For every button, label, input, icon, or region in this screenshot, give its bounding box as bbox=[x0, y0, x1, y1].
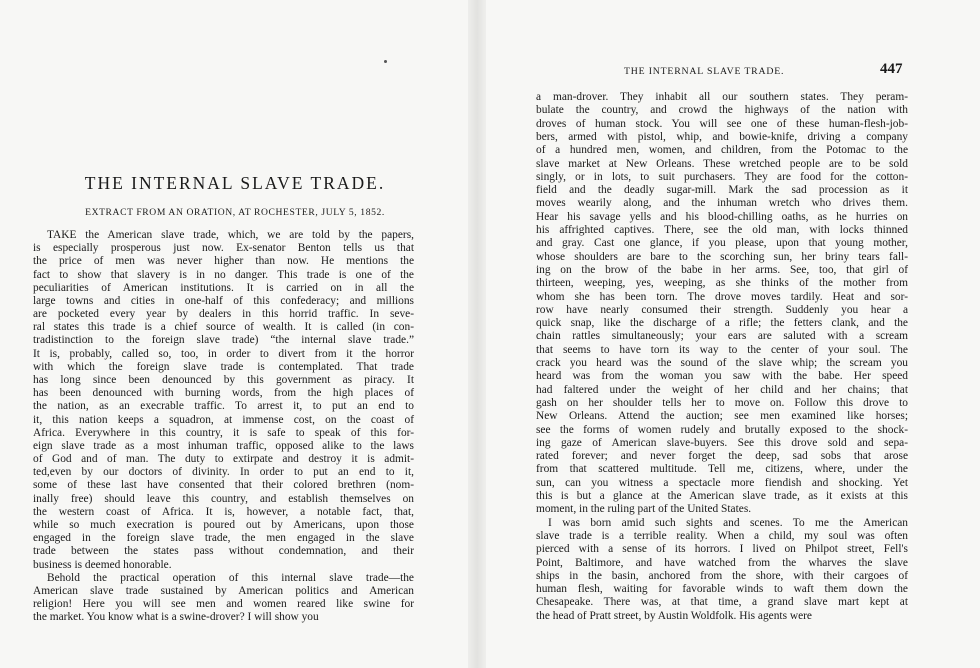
text-line: rated forever; and never forget the deep, sad sobs that arose bbox=[536, 450, 908, 463]
text-line: ing on the brow of the babe in her arms. See, too, that girl of bbox=[536, 263, 908, 276]
article-title: THE INTERNAL SLAVE TRADE. bbox=[84, 173, 386, 193]
text-line: singly, or in lots, to suit purchasers. They are food for the cotton- bbox=[536, 170, 908, 183]
text-line: this is but a glance at the American slave trade, as it exists at this bbox=[536, 490, 908, 502]
text-line: droves of human stock. You will see one of these human-flesh-job- bbox=[536, 117, 908, 130]
text-line: it, this nation keeps a squadron, at immense cost, on the coast of bbox=[33, 413, 414, 426]
text-line: eign slave trade as a most inhuman traffic, opposed alike to the laws bbox=[33, 439, 414, 452]
text-line: field and the deadly sugar-mill. Mark the sad procession as it bbox=[536, 184, 908, 197]
text-line: whom she has been torn. The drove moves tardily. Heat and sor- bbox=[536, 290, 908, 303]
right-page bbox=[470, 0, 980, 668]
text-line: American slave trade sustained by American politics and American bbox=[33, 584, 414, 597]
text-line: tradistinction to the foreign slave trade) “the internal slave trade.” bbox=[33, 334, 414, 347]
text-line: Point, Baltimore, and have watched from the wharves the slave bbox=[536, 556, 908, 569]
text-line: are pocketed every year by dealers in this horrid traffic. In seve- bbox=[33, 308, 414, 321]
text-line: I was born amid such sights and scenes. To me the American bbox=[548, 516, 908, 529]
text-line: pierced with a sense of its horrors. I lived on Philpot street, Fell's bbox=[536, 543, 908, 556]
text-line: while so much execration is poured out by Americans, upon those bbox=[33, 518, 414, 531]
left-page bbox=[0, 0, 470, 668]
text-line: Chesapeake. There was, at that time, a grand slave mart kept at bbox=[536, 596, 908, 609]
text-line: had faltered under the weight of her child and her chains; that bbox=[536, 383, 908, 396]
article-subtitle: EXTRACT FROM AN ORATION, AT ROCHESTER, JULY 5, 1852. bbox=[85, 207, 385, 218]
text-line: ships in the basin, anchored from the shore, with their cargoes of bbox=[536, 569, 908, 582]
text-line: gash on her shoulder tells her to move on. Follow this drove to bbox=[536, 396, 908, 409]
text-line: peculiarities of American institutions. It is carried on in all the bbox=[33, 281, 414, 294]
text-line: thirteen, weeping, yes, weeping, as she thinks of the mother from bbox=[536, 277, 908, 290]
running-head: THE INTERNAL SLAVE TRADE. bbox=[624, 66, 785, 77]
text-line: It is, probably, called so, too, in order to divert from it the horror bbox=[33, 347, 414, 360]
text-line: crack you heard was the sound of the slave whip; the scream you bbox=[536, 357, 908, 369]
text-line: has long since been denounced by this government as piracy. It bbox=[33, 373, 414, 386]
text-line: the head of Pratt street, by Austin Woldfolk. His agents were bbox=[536, 609, 812, 622]
text-line: sun, can you witness a spectacle more fiendish and shocking. Yet bbox=[536, 476, 908, 489]
text-line: a man-drover. They inhabit all our southern states. They peram- bbox=[536, 91, 908, 103]
text-line: Africa. Everywhere in this country, it is safe to speak of this for- bbox=[33, 426, 414, 439]
text-line: New Orleans. Attend the auction; see men examined like horses; bbox=[536, 410, 908, 423]
text-line: moves wearily along, and the inhuman wretch who drives them. bbox=[536, 197, 908, 210]
text-line: slave market at New Orleans. These wretched people are to be sold bbox=[536, 157, 908, 170]
text-line: fact to show that slavery is in no danger. This trade is one of the bbox=[33, 268, 414, 281]
text-line: ing gaze of American slave-buyers. See this drove sold and sepa- bbox=[536, 436, 908, 449]
text-line: trade between the states pass without condemnation, and their bbox=[33, 545, 414, 558]
text-line: religion! Here you will see men and women reared like swine for bbox=[33, 598, 414, 611]
text-line: large towns and cities in one-half of this confederacy; and millions bbox=[33, 294, 414, 307]
text-line: has been denounced with burning words, from the high places of bbox=[33, 387, 414, 400]
text-line: business is deemed honorable. bbox=[33, 558, 172, 571]
text-line: some of these last have consented that their colored brethren (nom- bbox=[33, 479, 414, 492]
text-line: the nation, as an execrable traffic. To arrest it, to put an end to bbox=[33, 400, 414, 413]
text-line: with which the foreign slave trade is contemplated. That trade bbox=[33, 360, 414, 373]
text-line: that seems to have torn its way to the center of your soul. The bbox=[536, 343, 908, 356]
text-line: Behold the practical operation of this internal slave trade—the bbox=[47, 571, 414, 584]
text-line: moment, in the ruling part of the United States. bbox=[536, 503, 752, 516]
text-line: and gray. Cast one glance, if you please, upon that young mother, bbox=[536, 237, 908, 250]
ink-speck bbox=[384, 60, 387, 63]
text-line: inally free) should leave this country, and establish themselves on bbox=[33, 492, 414, 505]
text-line: human flesh, waiting for favorable winds to waft them down the bbox=[536, 583, 908, 596]
text-line: the western coast of Africa. It is, however, a notable fact, that, bbox=[33, 505, 414, 518]
text-line: slave trade is a terrible reality. When a child, my soul was often bbox=[536, 529, 908, 542]
text-line: his affrighted captives. There, see the old man, with locks thinned bbox=[536, 224, 908, 236]
text-line: TAKE the American slave trade, which, we are told by the papers, bbox=[47, 229, 414, 241]
text-line: is especially prosperous just now. Ex-senator Benton tells us that bbox=[33, 242, 414, 255]
text-line: see the forms of women rudely and brutally exposed to the shock- bbox=[536, 423, 908, 436]
text-line: of a hundred men, women, and children, from the Potomac to the bbox=[536, 144, 908, 157]
text-line: the price of men was never higher than now. He mentions the bbox=[33, 255, 414, 268]
text-line: ral states this trade is a chief source of wealth. It is called (in con- bbox=[33, 321, 414, 334]
text-line: ted,even by our doctors of divinity. In order to put an end to it, bbox=[33, 466, 414, 479]
text-line: bers, armed with pistol, whip, and bowie-knife, driving a company bbox=[536, 130, 908, 143]
text-line: whose shoulders are bare to the scorching sun, her briny tears fall- bbox=[536, 250, 908, 263]
text-line: heard was from the woman you saw with the babe. Her speed bbox=[536, 370, 908, 383]
text-line: from that scattered multitude. Tell me, citizens, where, under the bbox=[536, 463, 908, 476]
text-line: bulate the country, and crowd the highways of the nation with bbox=[536, 104, 908, 117]
text-line: Hear his savage yells and his blood-chilling oaths, as he hurries on bbox=[536, 210, 908, 223]
text-line: chain rattles simultaneously; your ears are saluted with a scream bbox=[536, 330, 908, 343]
text-line: quick snap, like the discharge of a rifle; the fetters clank, and the bbox=[536, 317, 908, 330]
text-line: engaged in the foreign slave trade, the men engaged in the slave bbox=[33, 532, 414, 545]
text-line: row have nearly consumed their strength. Suddenly you hear a bbox=[536, 303, 908, 316]
page-number: 447 bbox=[880, 61, 903, 77]
text-line: of God and of man. The duty to extirpate and destroy it is admit- bbox=[33, 453, 414, 466]
text-line: the market. You know what is a swine-drover? I will show you bbox=[33, 611, 319, 624]
